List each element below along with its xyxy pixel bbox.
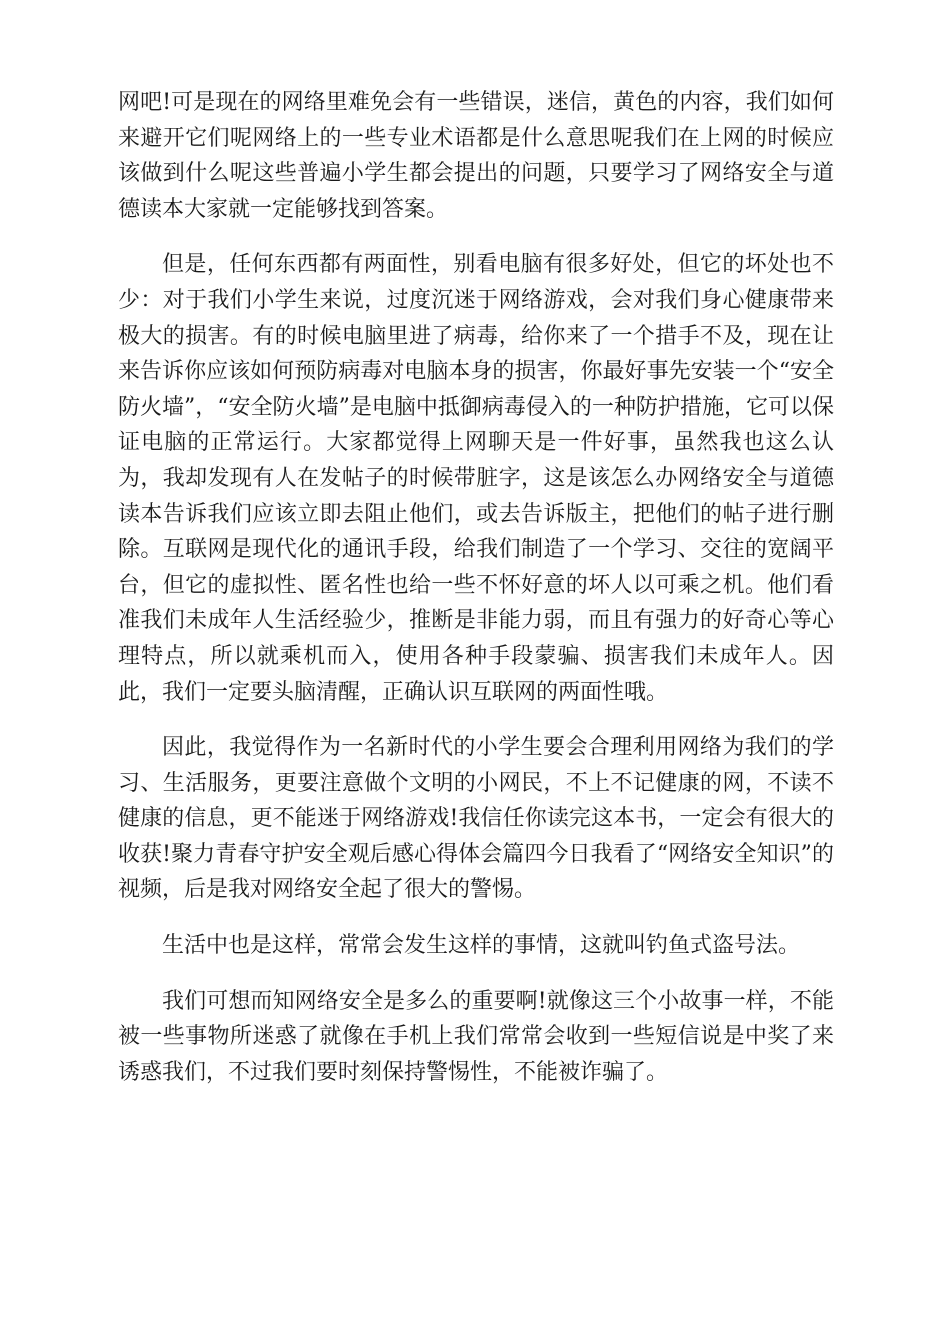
paragraph-1: 网吧!可是现在的网络里难免会有一些错误，迷信，黄色的内容，我们如何来避开它们呢网络上的一些专业术语都是什么意思呢我们在上网的时候应该做到什么呢这些普遍小学生都会提出的问题，只要学习了网络安全与道德读本大家就一定能够找到答案。 bbox=[118, 90, 834, 222]
document-page bbox=[118, 85, 834, 1110]
paragraph-4: 生活中也是这样，常常会发生这样的事情，这就叫钓鱼式盗号法。 bbox=[162, 933, 801, 959]
paragraph-3: 因此，我觉得作为一名新时代的小学生要会合理利用网络为我们的学习、生活服务，更要注意做个文明的小网民，不上不记健康的网，不读不健康的信息，更不能迷于网络游戏!我信任你读完这本书，一定会有很大的收获!聚力青春守护安全观后感心得体会篇四今日我看了“网络安全知识”的视频，后是我对网络安全起了很大的警惕。 bbox=[118, 735, 834, 903]
paragraph-5: 我们可想而知网络安全是多么的重要啊!就像这三个小故事一样，不能被一些事物所迷惑了就像在手机上我们常常会收到一些短信说是中奖了来诱惑我们，不过我们要时刻保持警惕性，不能被诈骗了。 bbox=[118, 988, 834, 1085]
paragraph-2: 但是，任何东西都有两面性，别看电脑有很多好处，但它的坏处也不少：对于我们小学生来说，过度沉迷于网络游戏，会对我们身心健康带来极大的损害。有的时候电脑里进了病毒，给你来了一个措手不及，现在让来告诉你应该如何预防病毒对电脑本身的损害，你最好事先安装一个“安全防火墙”，“安全防火墙”是电脑中抵御病毒侵入的一种防护措施，它可以保证电脑的正常运行。大家都觉得上网聊天是一件好事，虽然我也这么认为，我却发现有人在发帖子的时候带脏字，这是该怎么办网络安全与道德读本告诉我们应该立即去阻止他们，或去告诉版主，把他们的帖子进行删除。互联网是现代化的通讯手段，给我们制造了一个学习、交往的宽阔平台，但它的虚拟性、匿名性也给一些不怀好意的坏人以可乘之机。他们看准我们未成年人生活经验少，推断是非能力弱，而且有强力的好奇心等心理特点，所以就乘机而入，使用各种手段蒙骗、损害我们未成年人。因此，我们一定要头脑清醒，正确认识互联网的两面性哦。 bbox=[118, 252, 834, 705]
